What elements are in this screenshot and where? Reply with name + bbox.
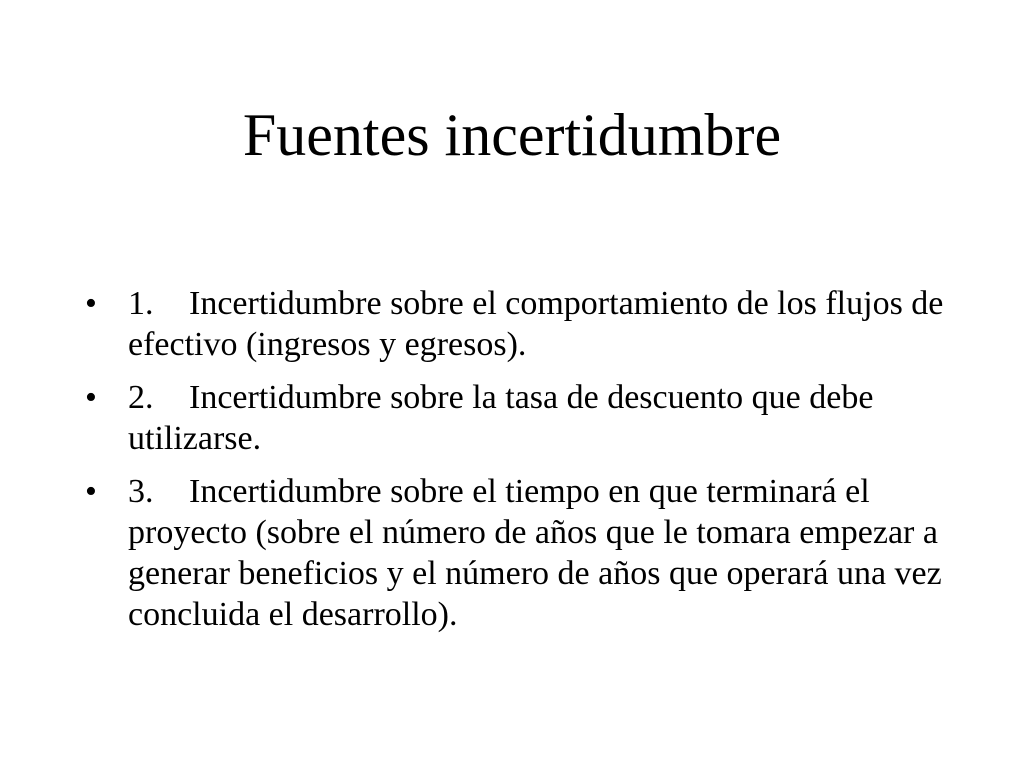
item-number: 2. [128, 379, 154, 416]
item-text: Incertidumbre sobre el tiempo en que terminará el proyecto (sobre el número de años que le tomara empezar a generar beneficios y el número de años que operará una vez concluida el desarrollo). [128, 473, 942, 633]
item-number: 3. [128, 473, 154, 510]
bullet-icon: • [85, 285, 97, 322]
bullet-list [85, 283, 945, 647]
list-item [85, 471, 945, 635]
item-number: 1. [128, 285, 154, 322]
item-text: Incertidumbre sobre el comportamiento de los flujos de efectivo (ingresos y egresos). [128, 285, 944, 363]
item-text: Incertidumbre sobre la tasa de descuento que debe utilizarse. [128, 379, 874, 457]
list-item [85, 283, 945, 365]
slide-title: Fuentes incertidumbre [242, 102, 782, 168]
bullet-icon: • [85, 473, 97, 510]
list-item [85, 377, 945, 459]
bullet-icon: • [85, 379, 97, 416]
